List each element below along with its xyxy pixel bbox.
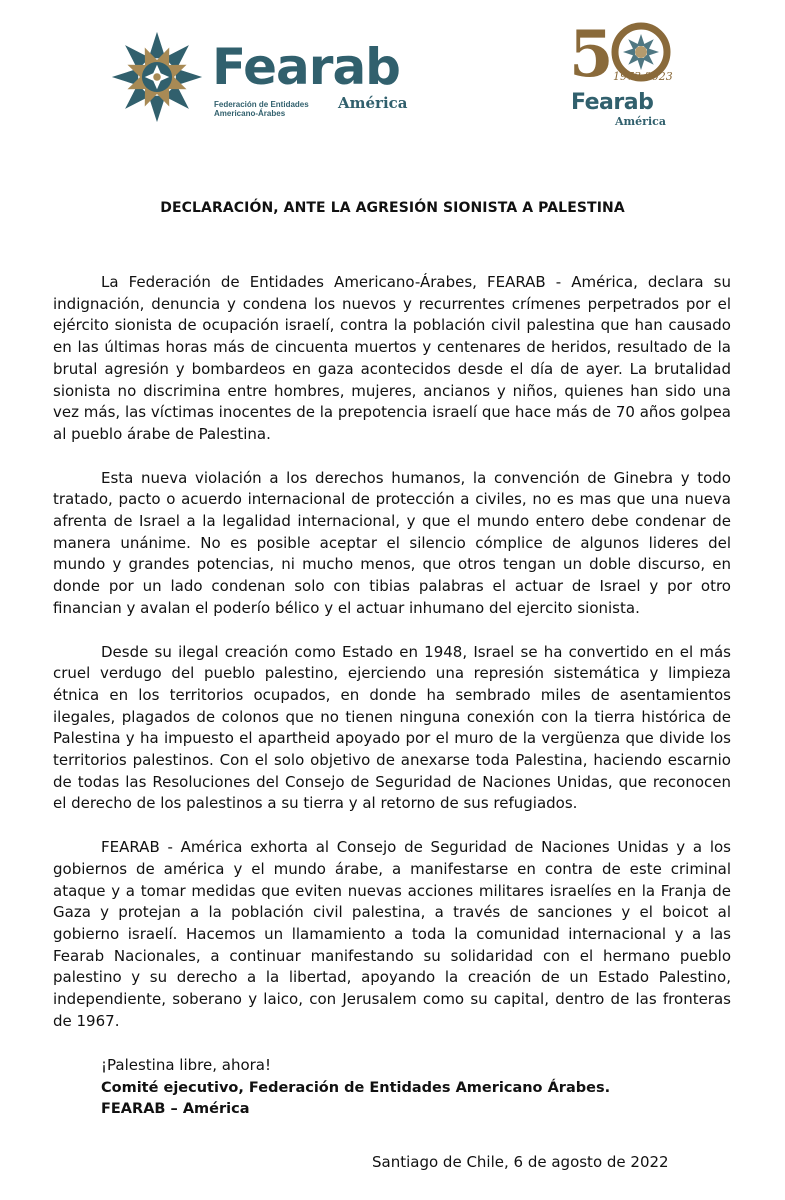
document-body xyxy=(53,272,731,1103)
document-title: DECLARACIÓN, ANTE LA AGRESIÓN SIONISTA A PALESTINA xyxy=(160,200,625,216)
star-emblem-icon xyxy=(110,30,204,124)
logo-subtitle-line1: Federación de Entidades xyxy=(214,100,309,109)
logo-subtitle xyxy=(214,100,309,118)
paragraph-3: Desde su ilegal creación como Estado en 1948, Israel se ha convertido en el más cruel verdugo del pueblo palestino, ejerciendo una represión sistemática y limpieza étnica en los territorios ocupados, en donde ha sembrado miles de asentamientos ilegales, plagados de colonos que no tienen ninguna conexión con la tierra histórica de Palestina y ha impuesto el apartheid apoyado por el muro de la vergüenza que divide los territorios palestinos. Con el solo objetivo de anexarse toda Palestina, haciendo escarnio de todas las Resoluciones del Consejo de Seguridad de Naciones Unidas, que reconocen el derecho de los palestinos a su tierra y al retorno de sus refugiados. xyxy=(53,642,731,813)
place-and-date: Santiago de Chile, 6 de agosto de 2022 xyxy=(372,1153,669,1171)
paragraph-2: Esta nueva violación a los derechos humanos, la convención de Ginebra y todo tratado, pacto o acuerdo internacional de protección a civiles, no es mas que una nueva afrenta de Israel a la legalidad internacional, y que el mundo entero debe condenar de manera unánime. No es posible aceptar el silencio cómplice de algunos lideres del mundo y grandes potencias, ni mucho menos, que otros tengan un doble discurso, en donde por un lado condenan solo con tibias palabras el actuar de Israel y por otro financian y avalan el poderío bélico y el actuar inhumano del ejercito sionista. xyxy=(53,468,731,617)
paragraph-4: FEARAB - América exhorta al Consejo de Seguridad de Naciones Unidas y a los gobiernos de américa y el mundo árabe, a manifestarse en contra de este criminal ataque y a tomar medidas que eviten nuevas acciones militares israelíes en la Franja de Gaza y protejan a la población civil palestina, a través de sanciones y el boicot al gobierno israelí. Hacemos un llamamiento a toda la comunidad internacional y a las Fearab Nacionales, a continuar manifestando su solidaridad con el hermano pueblo palestino y su derecho a la libertad, apoyando la creación de un Estado Palestino, independiente, soberano y laico, con Jerusalem como su capital, dentro de las fronteras de 1967. xyxy=(53,838,731,1030)
fearab-logo-left xyxy=(110,30,420,130)
paragraph-1: La Federación de Entidades Americano-Árabes, FEARAB - América, declara su indignación, denuncia y condena los nuevos y recurrentes crímenes perpetrados por el ejército sionista de ocupación israelí, contra la población civil palestina que han causado en las últimas horas más de cincuenta muertos y centenares de heridos, resultado de la brutal agresión y bombardeos en gaza acontecidos desde el día de ayer. La brutalidad sionista no discrimina entre hombres, mujeres, ancianos y niños, quienes han sido una vez más, las víctimas inocentes de la prepotencia israelí que hace más de 70 años golpea al pueblo árabe de Palestina. xyxy=(53,273,731,443)
closing-line: ¡Palestina libre, ahora! xyxy=(101,1055,272,1074)
signature-line-2: FEARAB – América xyxy=(101,1101,250,1117)
logo-brand-name: Fearab xyxy=(212,38,400,96)
logo-region: América xyxy=(338,94,408,112)
signature-block xyxy=(101,1078,610,1120)
anniversary-years: 1973-2023 xyxy=(613,70,673,83)
signature-line-1: Comité ejecutivo, Federación de Entidades Americano Árabes. xyxy=(101,1080,611,1096)
anniversary-logo-region: América xyxy=(615,115,666,128)
fearab-50-anniversary-logo xyxy=(565,18,685,133)
anniversary-logo-brand: Fearab xyxy=(571,90,654,115)
logo-subtitle-line2: Americano-Árabes xyxy=(214,109,286,118)
svg-text:5: 5 xyxy=(569,18,614,92)
